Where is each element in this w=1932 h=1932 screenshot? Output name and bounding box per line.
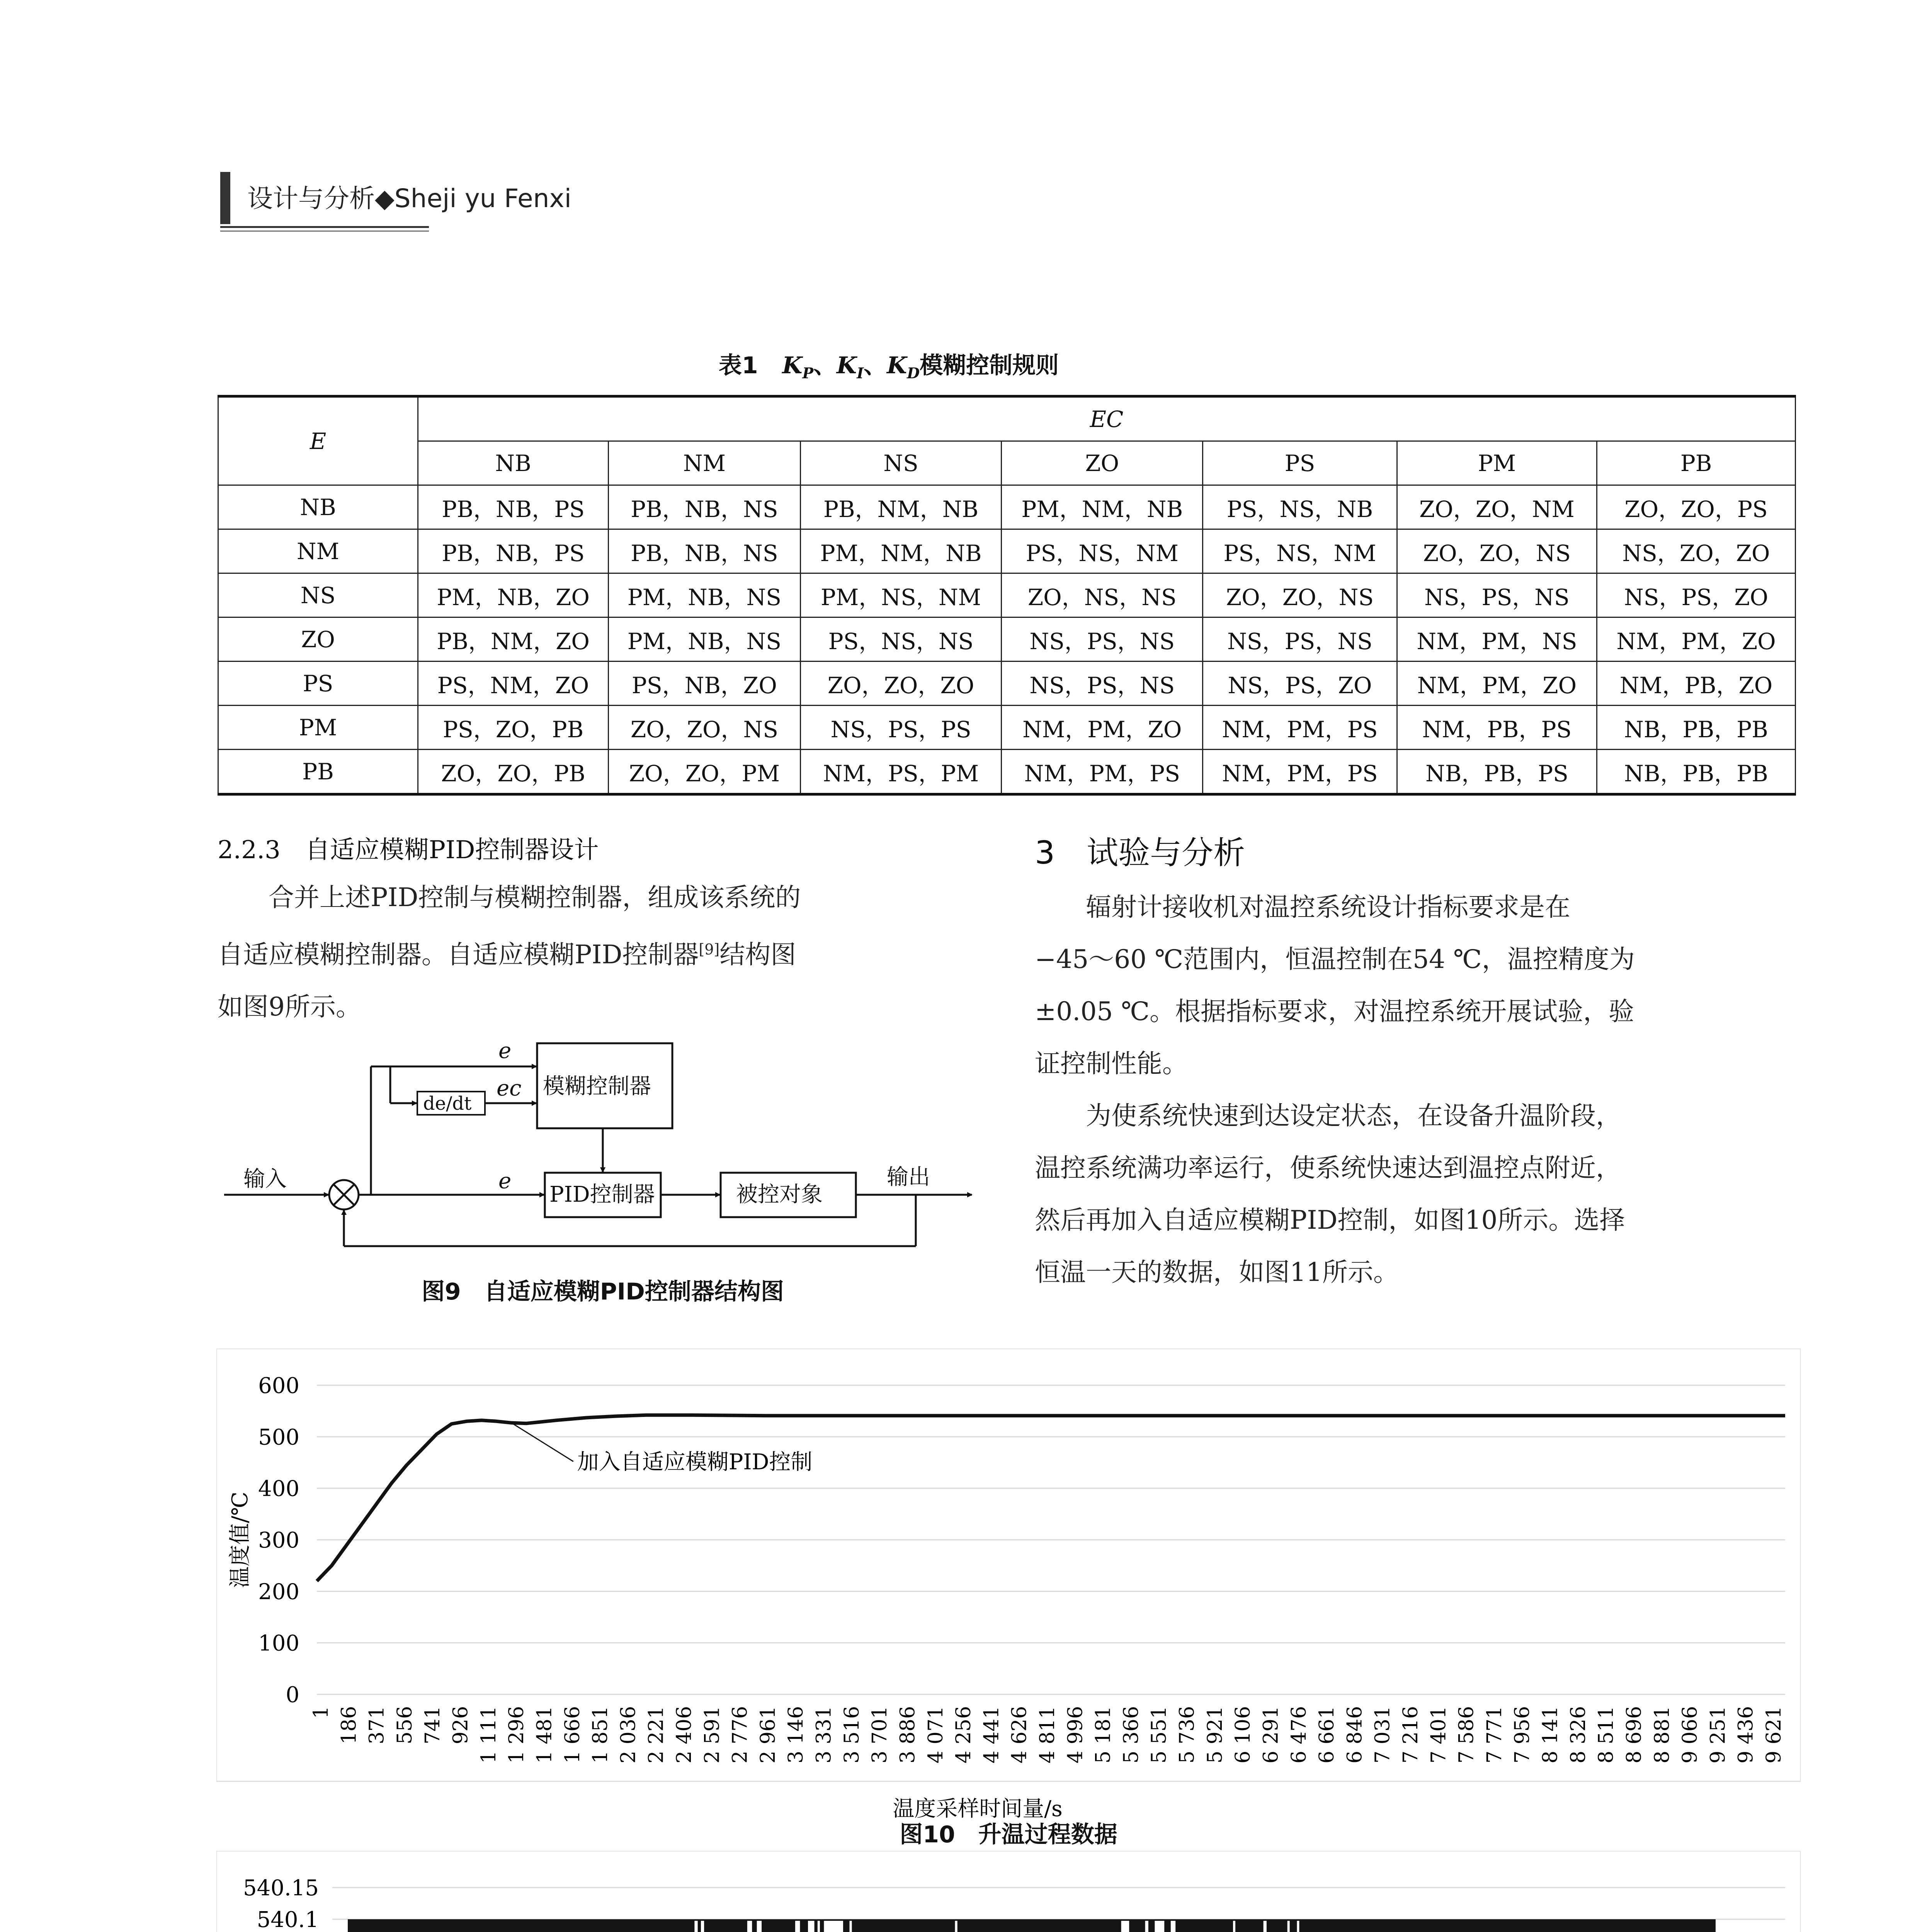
x-tick-label: 6 476: [1287, 1706, 1311, 1764]
left-line-1: 合并上述PID控制与模糊控制器，组成该系统的: [269, 883, 801, 912]
rule-cell: NB，PB，PB: [1597, 706, 1796, 750]
rule-cell: ZO，ZO，NM: [1397, 485, 1597, 529]
x-tick-label: 7 216: [1399, 1706, 1422, 1764]
rule-cell: PS，NS，NM: [1203, 529, 1397, 573]
x-tick-label: 1 111: [477, 1706, 500, 1764]
column-header: PM: [1397, 441, 1597, 485]
x-tick-label: 5 921: [1203, 1706, 1227, 1764]
right-line: ±0.05 ℃。根据指标要求，对温控系统开展试验，验: [1035, 997, 1634, 1026]
rule-cell: PM，NM，NB: [1002, 485, 1203, 529]
right-paragraph: [1035, 881, 1800, 1298]
table-row: [218, 750, 1796, 794]
output-label: 输出: [887, 1165, 930, 1190]
rule-cell: PS，NM，ZO: [418, 662, 609, 706]
x-tick-label: 4 256: [952, 1706, 976, 1764]
x-tick-label: 7 031: [1371, 1706, 1395, 1764]
x-tick-label: 7 956: [1511, 1706, 1534, 1764]
x-tick-label: 9 066: [1679, 1706, 1702, 1764]
table-row: [218, 529, 1796, 573]
x-tick-label: 741: [421, 1706, 445, 1745]
y-tick-label: 400: [258, 1476, 299, 1502]
x-tick-label: 1 296: [505, 1706, 529, 1764]
rule-cell: PS，NB，ZO: [609, 662, 800, 706]
column-header: ZO: [1002, 441, 1203, 485]
rule-cell: PS，NS，NM: [1002, 529, 1203, 573]
right-line: 然后再加入自适应模糊PID控制，如图10所示。选择: [1035, 1205, 1625, 1235]
x-tick-label: 1 666: [561, 1706, 584, 1764]
row-label: ZO: [218, 617, 418, 662]
x-tick-label: 1 851: [589, 1706, 612, 1764]
x-tick-label: 8 696: [1622, 1706, 1646, 1764]
y-tick-label: 300: [258, 1528, 299, 1553]
rule-cell: NM，PM，PS: [1203, 750, 1397, 794]
band-gap: [1121, 1921, 1129, 1932]
x-tick-label: 7 771: [1483, 1706, 1506, 1764]
rule-cell: NB，PB，PB: [1597, 750, 1796, 794]
rule-cell: ZO，ZO，NS: [1397, 529, 1597, 573]
rule-cell: PB，NB，PS: [418, 485, 609, 529]
rule-cell: ZO，ZO，NS: [1203, 573, 1397, 617]
header-rule: [220, 226, 429, 228]
left-paragraph: [218, 871, 983, 1033]
x-tick-label: 6 846: [1343, 1706, 1367, 1764]
table-row: [218, 706, 1796, 750]
x-tick-label: 6 661: [1315, 1706, 1339, 1764]
rule-cell: NS，PS，ZO: [1597, 573, 1796, 617]
band-gap: [1171, 1921, 1175, 1932]
x-tick-label: 371: [365, 1706, 389, 1745]
x-tick-label: 926: [449, 1706, 473, 1745]
ki-symbol: $K_I$: [837, 352, 864, 382]
rule-cell: NS，PS，NS: [1203, 617, 1397, 662]
rule-cell: ZO，ZO，PB: [418, 750, 609, 794]
x-tick-label: 2 221: [645, 1706, 668, 1764]
x-tick-label: 4 071: [924, 1706, 947, 1764]
y-tick-label: 100: [258, 1631, 299, 1656]
band-gap: [701, 1921, 704, 1932]
x-tick-label: 4 996: [1064, 1706, 1087, 1764]
right-line: 温控系统满功率运行，使系统快速达到温控点附近，: [1035, 1153, 1621, 1183]
band-gap: [795, 1921, 800, 1932]
x-tick-label: 8 511: [1595, 1706, 1618, 1764]
column-header: PS: [1203, 441, 1397, 485]
table-number: 表1: [718, 352, 758, 379]
x-tick-label: 5 736: [1175, 1706, 1199, 1764]
rule-cell: NM，PM，PS: [1002, 750, 1203, 794]
band-gap: [1145, 1921, 1148, 1932]
band-gap: [850, 1921, 852, 1932]
x-tick-label: 5 366: [1119, 1706, 1143, 1764]
x-tick-label: 6 291: [1259, 1706, 1283, 1764]
x-tick-label: 2 776: [728, 1706, 752, 1764]
band-gap: [747, 1921, 752, 1932]
y-tick-label: 600: [258, 1373, 299, 1398]
column-header: NM: [609, 441, 800, 485]
x-tick-label: 8 326: [1566, 1706, 1590, 1764]
rule-cell: NB，PB，PS: [1397, 750, 1597, 794]
rule-cell: NS，PS，NS: [1002, 662, 1203, 706]
ec-label: ec: [497, 1076, 522, 1101]
rule-cell: PB，NM，ZO: [418, 617, 609, 662]
right-line: 证控制性能。: [1035, 1049, 1188, 1078]
row-label: PB: [218, 750, 418, 794]
header-bar: [220, 172, 230, 224]
y-tick-label: 0: [286, 1682, 299, 1708]
plant-label: 被控对象: [736, 1182, 823, 1207]
x-tick-label: 2 036: [617, 1706, 640, 1764]
band-gap: [757, 1921, 762, 1932]
x-tick-label: 2 961: [756, 1706, 780, 1764]
rule-cell: ZO，ZO，NS: [609, 706, 800, 750]
x-tick-label: 9 621: [1762, 1706, 1786, 1764]
x-tick-label: 3 886: [896, 1706, 920, 1764]
rule-cell: PB，NB，NS: [609, 485, 800, 529]
rule-cell: PS，NS，NB: [1203, 485, 1397, 529]
x-tick-label: 2 406: [673, 1706, 696, 1764]
left-line-3: 如图9所示。: [218, 992, 361, 1022]
rule-cell: NS，PS，NS: [1002, 617, 1203, 662]
kd-symbol: $K_D$: [886, 352, 920, 382]
x-tick-label: 3 146: [784, 1706, 808, 1764]
rule-cell: NM，PS，PM: [800, 750, 1002, 794]
x-tick-label: 3 701: [868, 1706, 892, 1764]
x-axis-label: 温度采样时间量/s: [893, 1796, 1063, 1820]
running-header: 设计与分析◆Sheji yu Fenxi: [247, 184, 571, 213]
y-tick-label: 540.15: [243, 1876, 319, 1901]
rule-cell: NM，PM，ZO: [1397, 662, 1597, 706]
fig10-caption: 图10 升温过程数据: [900, 1821, 1117, 1848]
x-tick-label: 186: [337, 1706, 361, 1745]
x-tick-label: 8 141: [1539, 1706, 1562, 1764]
band-gap: [1264, 1921, 1267, 1932]
section-heading-3: 3 试验与分析: [1035, 835, 1245, 871]
fuzzy-controller-label: 模糊控制器: [543, 1074, 651, 1099]
reference-9: [9]: [699, 941, 720, 958]
table-caption: 表1 $K_P$、$K_I$、$K_D$模糊控制规则: [718, 352, 1059, 382]
dedt-label: de/dt: [423, 1093, 472, 1114]
rule-cell: ZO，ZO，PM: [609, 750, 800, 794]
row-label: NM: [218, 529, 418, 573]
section-heading-2-2-3: 2.2.3 自适应模糊PID控制器设计: [218, 836, 599, 864]
x-tick-label: 4 811: [1036, 1706, 1059, 1764]
x-tick-label: 8 881: [1650, 1706, 1674, 1764]
rule-cell: PM，NB，ZO: [418, 573, 609, 617]
column-header: NB: [418, 441, 609, 485]
pid-controller-label: PID控制器: [549, 1182, 655, 1207]
band-gap: [955, 1921, 957, 1932]
rule-cell: NM，PM，PS: [1203, 706, 1397, 750]
ec-header: EC: [418, 396, 1796, 441]
left-line-2: 自适应模糊控制器。自适应模糊PID控制器[9]结构图: [218, 940, 796, 969]
y-tick-label: 200: [258, 1579, 299, 1605]
rule-cell: NS，PS，ZO: [1203, 662, 1397, 706]
rule-cell: PS，ZO，PB: [418, 706, 609, 750]
band-gap: [808, 1921, 815, 1932]
rule-cell: PB，NM，NB: [800, 485, 1002, 529]
fig9-block-diagram: [216, 1028, 989, 1267]
rule-cell: ZO，ZO，ZO: [800, 662, 1002, 706]
rule-cell: PS，NS，NS: [800, 617, 1002, 662]
rule-cell: PB，NB，NS: [609, 529, 800, 573]
rule-cell: NS，PS，PS: [800, 706, 1002, 750]
table-row: [218, 485, 1796, 529]
right-line: −45～60 ℃范围内，恒温控制在54 ℃，温控精度为: [1035, 944, 1635, 974]
x-tick-label: 9 436: [1734, 1706, 1758, 1764]
rule-cell: NM，PB，ZO: [1597, 662, 1796, 706]
rule-cell: PB，NB，PS: [418, 529, 609, 573]
x-tick-label: 3 331: [812, 1706, 836, 1764]
x-tick-label: 2 591: [701, 1706, 724, 1764]
e-label-top: e: [498, 1038, 512, 1063]
x-tick-label: 3 516: [840, 1706, 864, 1764]
x-tick-label: 4 626: [1008, 1706, 1031, 1764]
x-tick-label: 7 586: [1455, 1706, 1478, 1764]
right-line: 为使系统快速到达设定状态，在设备升温阶段，: [1086, 1101, 1621, 1131]
band-gap: [824, 1921, 843, 1932]
table-row: [218, 573, 1796, 617]
e-label-mid: e: [498, 1168, 512, 1194]
e-header: E: [218, 396, 418, 485]
rule-cell: NM，PM，ZO: [1002, 706, 1203, 750]
x-tick-label: 5 181: [1092, 1706, 1115, 1764]
band-gap: [1287, 1921, 1290, 1932]
band-gap: [818, 1921, 820, 1932]
table-row: [218, 617, 1796, 662]
rule-cell: ZO，NS，NS: [1002, 573, 1203, 617]
column-header: NS: [800, 441, 1002, 485]
rule-cell: NS，PS，NS: [1397, 573, 1597, 617]
table-row: [218, 662, 1796, 706]
row-label: NB: [218, 485, 418, 529]
x-tick-label: 5 551: [1148, 1706, 1171, 1764]
rule-cell: ZO，ZO，PS: [1597, 485, 1796, 529]
band-gap: [1155, 1921, 1164, 1932]
x-tick-label: 1 481: [533, 1706, 556, 1764]
row-label: PM: [218, 706, 418, 750]
input-label: 输入: [243, 1167, 287, 1192]
y-tick-label: 540.1: [257, 1907, 319, 1932]
rule-cell: PM，NB，NS: [609, 573, 800, 617]
column-header: PB: [1597, 441, 1796, 485]
column-header-row: [218, 441, 1796, 485]
x-tick-label: 7 401: [1427, 1706, 1451, 1764]
kp-symbol: $K_P$: [782, 352, 814, 382]
x-tick-label: 1: [310, 1706, 333, 1719]
y-tick-label: 500: [258, 1425, 299, 1450]
band-gap: [694, 1921, 697, 1932]
rule-cell: NS，ZO，ZO: [1597, 529, 1796, 573]
rule-cell: NM，PB，PS: [1397, 706, 1597, 750]
right-line: 恒温一天的数据，如图11所示。: [1035, 1257, 1399, 1287]
table-title-text: 模糊控制规则: [920, 352, 1059, 379]
row-label: NS: [218, 573, 418, 617]
rule-cell: PM，NS，NM: [800, 573, 1002, 617]
x-tick-label: 9 251: [1706, 1706, 1730, 1764]
rule-cell: PM，NB，NS: [609, 617, 800, 662]
y-axis-label: 温度值/℃: [228, 1492, 253, 1588]
fig11-constant-temp-chart: [216, 1851, 1801, 1932]
x-tick-label: 4 441: [980, 1706, 1003, 1764]
rule-cell: PM，NM，NB: [800, 529, 1002, 573]
rule-cell: NM，PM，NS: [1397, 617, 1597, 662]
fuzzy-rules-table: [218, 395, 1796, 796]
band-gap: [1297, 1921, 1299, 1932]
annotation-text: 加入自适应模糊PID控制: [577, 1449, 813, 1475]
rule-cell: NM，PM，ZO: [1597, 617, 1796, 662]
x-tick-label: 556: [393, 1706, 417, 1745]
band-gap: [1233, 1921, 1235, 1932]
fig10-heating-chart: [216, 1349, 1801, 1820]
fig9-caption: 图9 自适应模糊PID控制器结构图: [422, 1278, 784, 1305]
x-tick-label: 6 106: [1231, 1706, 1255, 1764]
oscillation-band: [348, 1919, 1716, 1932]
right-line: 辐射计接收机对温控系统设计指标要求是在: [1086, 892, 1570, 922]
row-label: PS: [218, 662, 418, 706]
